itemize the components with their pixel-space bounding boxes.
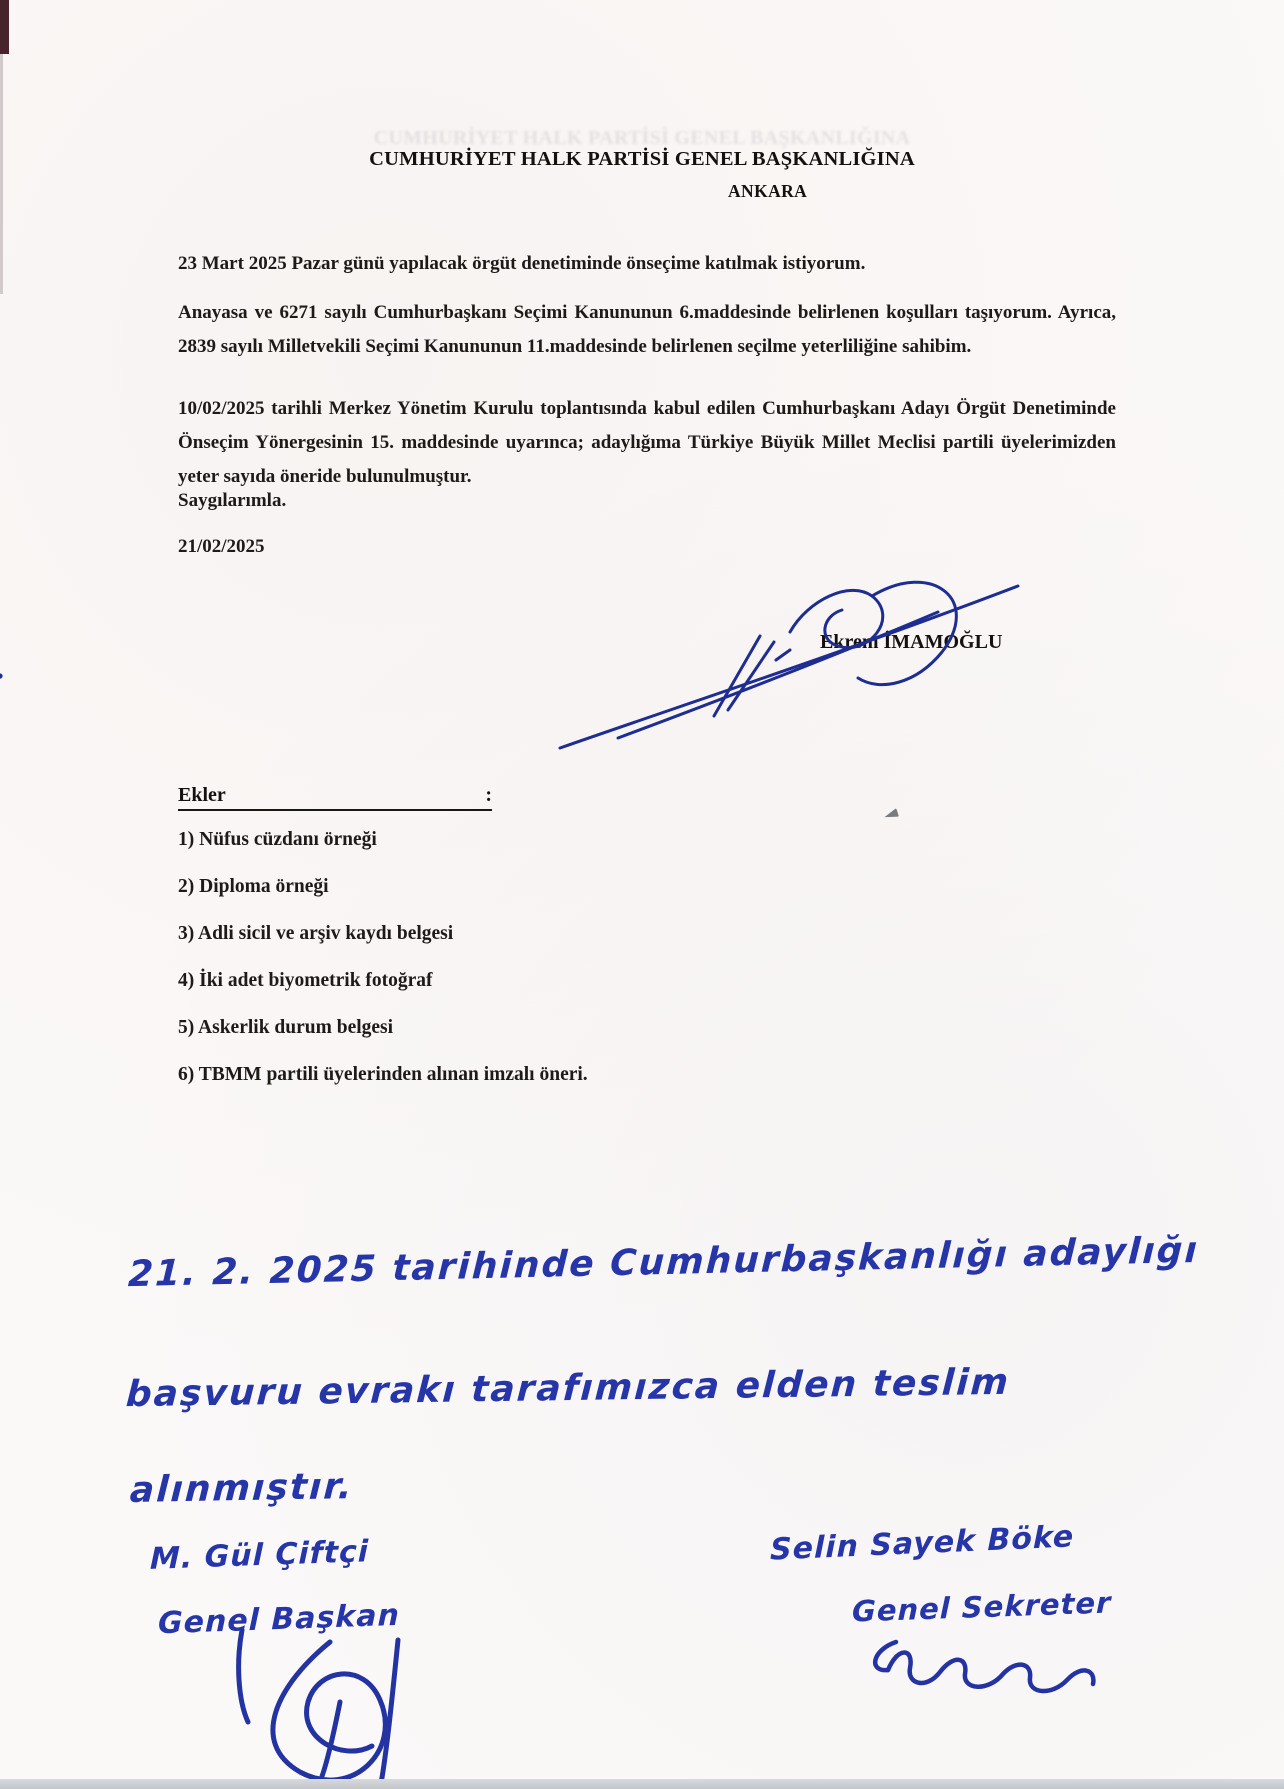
closing-line: Saygılarımla. — [178, 490, 287, 511]
boke-signature-icon — [875, 1642, 1093, 1691]
title-bleed-through: CUMHURİYET HALK PARTİSİ GENEL BAŞKANLIĞINA — [373, 127, 911, 149]
attachment-item: 2) Diploma örneği — [178, 876, 329, 897]
attachment-item: 4) İki adet biyometrik fotoğraf — [178, 970, 433, 991]
recipient-title: CUMHURİYET HALK PARTİSİ GENEL BAŞKANLIĞINA — [369, 148, 915, 170]
ciftci-signature-icon — [239, 1630, 398, 1789]
right-signatory-title: Genel Sekreter — [851, 1585, 1112, 1629]
handwritten-note-line: 21. 2. 2025 tarihinde Cumhurbaşkanlığı adaylığı — [127, 1229, 1200, 1296]
scan-left-edge — [0, 54, 3, 294]
attachments-heading-label: Ekler — [178, 784, 226, 806]
attachments-heading-colon: : — [485, 784, 492, 806]
handwritten-note-line: başvuru evrakı tarafımızca elden teslim — [124, 1361, 1012, 1416]
scan-bottom-edge — [0, 1779, 1284, 1789]
attachment-item: 3) Adli sicil ve arşiv kaydı belgesi — [178, 923, 454, 944]
right-signatory-name: Selin Sayek Böke — [769, 1519, 1075, 1568]
paragraph-2: Anayasa ve 6271 sayılı Cumhurbaşkanı Seçimi Kanununun 6.maddesinde belirlenen koşulları taşıyorum. Ayrıca, 2839 sayılı Milletvekili Seçimi Kanununun 11.maddesinde belirlenen seçilme yeterliliğine sahibim. — [178, 302, 1116, 357]
left-signatory-title: Genel Başkan — [157, 1597, 401, 1642]
attachments-heading — [178, 784, 492, 811]
left-signatory-name: M. Gül Çiftçi — [149, 1534, 370, 1577]
signer-name: Ekrem İMAMOĞLU — [820, 631, 1003, 653]
attachments-list — [178, 828, 588, 1110]
recipient-city: ANKARA — [728, 181, 808, 201]
paragraph-1: 23 Mart 2025 Pazar günü yapılacak örgüt denetiminde önseçime katılmak istiyorum. — [178, 253, 866, 274]
date-line: 21/02/2025 — [178, 536, 265, 557]
attachment-item: 1) Nüfus cüzdanı örneği — [178, 829, 377, 850]
handwritten-note-line: alınmıştır. — [128, 1466, 355, 1511]
scan-corner-artifact — [0, 0, 9, 54]
attachment-item: 5) Askerlik durum belgesi — [178, 1017, 394, 1038]
imamoglu-signature-icon — [0, 582, 1018, 748]
paragraph-3: 10/02/2025 tarihli Merkez Yönetim Kurulu toplantısında kabul edilen Cumhurbaşkanı Adayı Örgüt Denetiminde Önseçim Yönergesinin 15. maddesinde uyarınca; adaylığıma Türkiye Büyük Millet Meclisi partili üyelerimizden yeter sayıda öneride bulunulmuştur. — [178, 398, 1116, 487]
smudge-mark — [883, 808, 899, 821]
attachment-item: 6) TBMM partili üyelerinden alınan imzalı öneri. — [178, 1064, 588, 1085]
